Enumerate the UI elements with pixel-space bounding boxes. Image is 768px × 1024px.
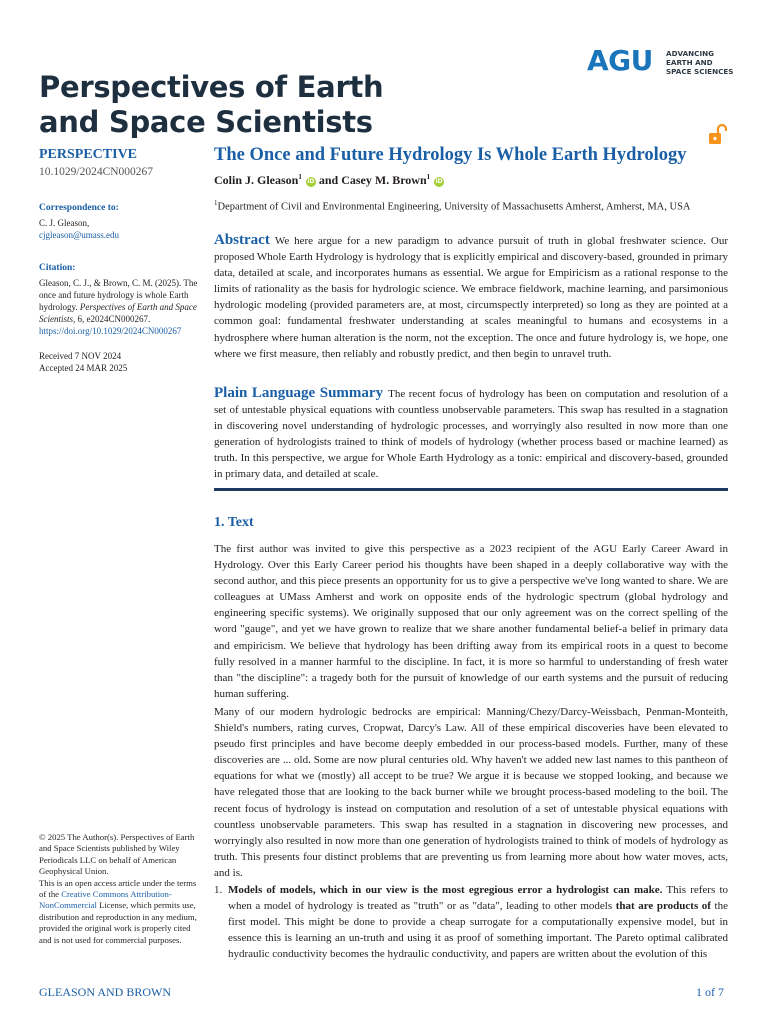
footer-authors: GLEASON AND BROWN xyxy=(39,985,171,999)
list-item-bold: Models of models, which in our view is the most egregious error a hydrologist can make. xyxy=(228,884,663,896)
license-terms xyxy=(39,878,201,946)
license-notice xyxy=(39,832,201,946)
article-dates xyxy=(39,350,204,374)
agu-tagline xyxy=(666,49,733,76)
list-item-body xyxy=(228,882,728,962)
body-paragraph: Many of our modern hydrologic bedrocks are empirical: Manning/Chezy/Darcy-Weissbach, Penman-Monteith, Shield's numbers, rating curves, Cropwat, Darcy's Law. All of these empirical discoveries have been elevated to pseudo first principles and have become deeply embedded in our process-based models. Further, many of these discoveries are ... old. Some are now plural centuries old. Why haven't we added new last names to this pantheon of equations for what we (mostly) all accept to be true? We argue it is because we stopped looking, and because we have relegated those that are looking to the back burner while we brought process-based modeling to the boil. The recent focus of hydrology is instead on computation and resolution of a set of untestable physical equations with countless unobservable parameters. This swap has resulted in a stagnation in discovering new processes, and worryingly also resulted in now more than one generation of hydrologists trained to think of models of hydrology as truth. This presents four distinct problems that are preventing us from learning more about how water moves, acts, and is. xyxy=(214,706,728,879)
agu-tagline-line: EARTH AND xyxy=(666,58,713,67)
article-title: The Once and Future Hydrology Is Whole Earth Hydrology xyxy=(214,145,687,165)
abstract-heading: Abstract xyxy=(214,232,270,248)
citation xyxy=(39,277,204,337)
doi: 10.1029/2024CN000267 xyxy=(39,166,154,178)
received-date: Received 7 NOV 2024 xyxy=(39,351,122,361)
affiliation-text: Department of Civil and Environmental Engineering, University of Massachusetts Amherst, Amherst, MA, USA xyxy=(217,201,691,213)
author-list xyxy=(214,173,447,188)
author-name[interactable]: and Casey M. Brown xyxy=(318,173,427,187)
citation-text: Gleason, C. J., & Brown, C. M. (2025). The once and future hydrology is whole Earth hydrology. xyxy=(39,278,198,312)
abstract xyxy=(214,232,728,362)
author-name[interactable]: Colin J. Gleason xyxy=(214,173,299,187)
agu-logo-letters: AGU xyxy=(587,44,653,77)
list-item-text: the first model. This might be done to provide a cheap surrogate for a computationally expensive model, but in essence this is learning an un-truth and using it as proof of something important. The Pareto optimal calibrated hydraulic conductivity becomes the hydraulic conductivity, and papers are written about the evolution of this xyxy=(228,900,729,961)
correspondence-name: C. J. Gleason, xyxy=(39,218,90,228)
section-divider xyxy=(214,488,728,491)
plain-language-summary xyxy=(214,385,728,483)
page-number: 1 of 7 xyxy=(696,985,724,999)
numbered-list-item xyxy=(214,882,728,962)
citation-doi-link[interactable]: https://doi.org/10.1029/2024CN000267 xyxy=(39,326,182,336)
author-affil-sup: 1 xyxy=(298,173,302,181)
article-type: PERSPECTIVE xyxy=(39,147,138,162)
author-affil-sup: 1 xyxy=(426,173,431,181)
citation-volume: , 6, e2024CN000267. xyxy=(73,314,151,324)
license-terms-text-2: License, which permits use, distribution and reproduction in any medium, provided the original work is properly cited and is not used for commercial purposes. xyxy=(39,900,197,945)
list-item-number: 1. xyxy=(214,884,223,896)
pls-heading: Plain Language Summary xyxy=(214,385,384,401)
correspondence-heading: Correspondence to: xyxy=(39,203,119,213)
section-heading: 1. Text xyxy=(214,515,254,530)
agu-logo[interactable] xyxy=(587,46,737,78)
list-item-text: This refers to when a model of hydrology is treated as "truth" or as "data", leading to other models xyxy=(228,884,729,913)
license-copyright: © 2025 The Author(s). Perspectives of Earth and Space Scientists published by Wiley Periodicals LLC on behalf of American Geophysical Union. xyxy=(39,832,195,877)
correspondence xyxy=(39,217,204,241)
abstract-text: We here argue for a new paradigm to advance pursuit of truth in global freshwater science. Our proposed Whole Earth Hydrology is hydrology that is explicitly empirical and discovery-based, grounded in primary data, detailed at scale, and incorporates humans as essential. We argue for Empiricism as a rational response to the limits of rationality as the basis for hydrologic science. We embrace fieldwork, machine learning, and parsimonious hydrologic modeling (provided parameters are, at most, circumspectly interpreted) so long as they are pointed at a common goal: fundamental freshwater understanding at scales meaningful to humans and ecosystems in a hydrosphere where human alteration is the norm, not the exception. The once and future hydrology is, we hope, one where we first measure, then reliably and robustly predict, and then begin to unravel truth. xyxy=(214,235,728,360)
agu-tagline-line: SPACE SCIENCES xyxy=(666,67,734,76)
affiliation xyxy=(214,199,691,213)
citation-journal: Perspectives of Earth and Space Scientists xyxy=(39,302,197,324)
correspondence-email-link[interactable]: cjgleason@umass.edu xyxy=(39,230,120,240)
body-paragraph: The first author was invited to give this perspective as a 2023 recipient of the AGU Early Career Award in Hydrology. Over this Early Career period his thoughts have been shaped in a deeply collaborative way with the second author, and this piece presents an opportunity for us to give a perspective we've long wanted to share. We are colleagues at UMass Amherst and work on opposite ends of the hydrologic spectrum (global hydrology and engineering specific systems). We originally supposed that our only agreement was on the correct spelling of the word "gauge", and yet we have grown to realize that we share another fundamental belief-a belief in primary data and empiricism. We believe that hydrology has been drifting away from its empirical roots in a quest to become fully resolved in a manner harmful to the discipline. In fact, it is more so harmful to understanding of fresh water than "the discipline": a tragedy both for the pursuit of knowledge of our earth systems and the pursuit of reducing human suffering. xyxy=(214,543,728,700)
citation-heading: Citation: xyxy=(39,263,76,273)
license-link[interactable]: Creative Commons Attribution-NonCommercial xyxy=(39,889,172,911)
journal-title: Perspectives of Earth and Space Scientists xyxy=(39,70,384,139)
license-terms-text: This is an open access article under the terms of the xyxy=(39,877,197,900)
orcid-icon[interactable]: iD xyxy=(435,178,443,185)
accepted-date: Accepted 24 MAR 2025 xyxy=(39,363,128,373)
pls-text: The recent focus of hydrology has been on computation and resolution of a set of untestable physical equations with countless unobservable parameters. This swap has resulted in a stagnation in discovering novel understanding of hydrologic processes, and worryingly also resulted in now more than one generation of hydrologists trained to think of models of hydrology (whether process based or machine learned) as truth. In this perspective, we argue for Whole Earth Hydrology as a tonic: empirical and discovery-based, grounded in primary data, and detailed at scale. xyxy=(214,388,728,481)
open-access-lock-icon xyxy=(708,123,728,145)
affiliation-sup: 1 xyxy=(214,199,218,207)
list-item-bold: that are products of xyxy=(615,900,711,913)
orcid-icon[interactable]: iD xyxy=(307,178,315,185)
agu-tagline-line: ADVANCING xyxy=(666,49,715,58)
